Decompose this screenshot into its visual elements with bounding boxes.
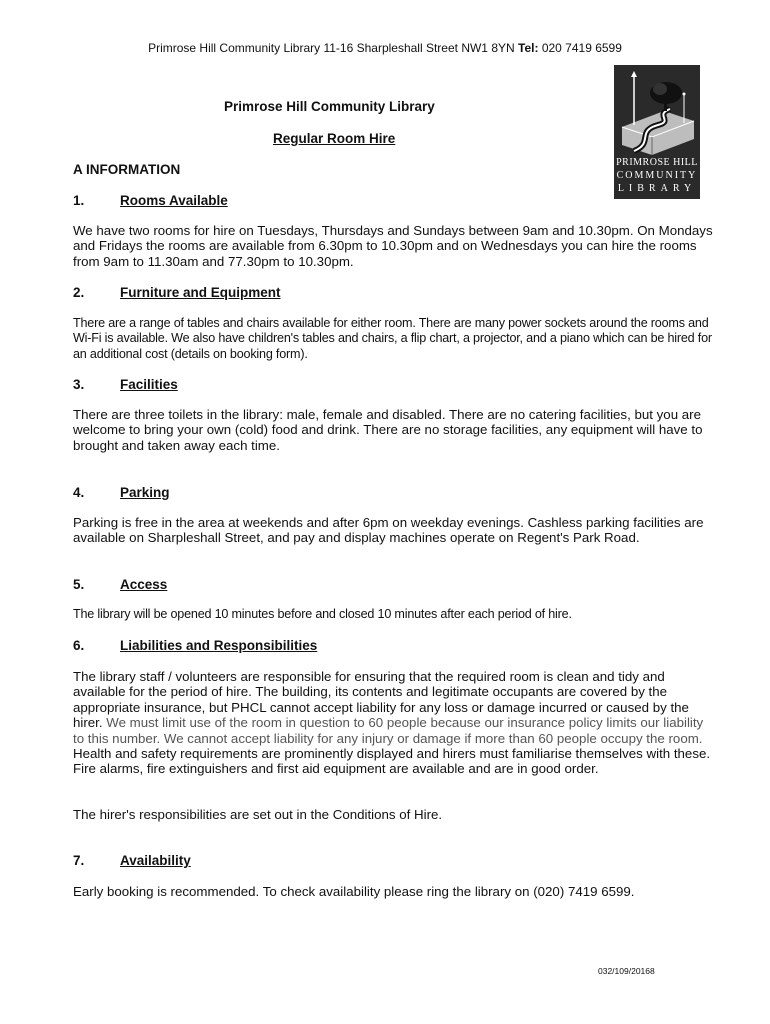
section-body-liabilities bbox=[73, 669, 713, 777]
section-number: 1. bbox=[73, 193, 85, 208]
liabilities-text-part-2: We must limit use of the room in question to 60 people because our insurance policy limits our liability to this number. We cannot accept liability for any injury or damage if more than 60 people occupy the room. bbox=[73, 715, 704, 746]
section-number: 2. bbox=[73, 285, 85, 300]
section-body-hirer-responsibilities: The hirer's responsibilities are set out in the Conditions of Hire. bbox=[73, 807, 443, 822]
section-heading-parking bbox=[73, 485, 170, 500]
tree-emblem-icon bbox=[614, 65, 700, 157]
section-a-heading: A INFORMATION bbox=[73, 162, 181, 177]
header-tel-label: Tel: bbox=[518, 41, 539, 55]
header-address: Primrose Hill Community Library 11-16 Sharpleshall Street NW1 8YN bbox=[148, 41, 515, 55]
section-number: 3. bbox=[73, 377, 85, 392]
header-address-line bbox=[0, 41, 770, 55]
section-heading-liabilities bbox=[73, 638, 317, 653]
section-heading-furniture bbox=[73, 285, 281, 300]
section-heading-availability bbox=[73, 853, 191, 868]
liabilities-text-part-1: The library staff / volunteers are responsible for ensuring that the required room is clean and tidy and available for the period of hire. The building, its contents and legitimate occupants are covered by the appropriate insurance, but PHCL cannot accept liability for any loss or damage incurred or caused by the hirer. bbox=[73, 669, 689, 731]
section-body-access: The library will be opened 10 minutes before and closed 10 minutes after each period of hire. bbox=[73, 607, 572, 621]
liabilities-text-part-3: Health and safety requirements are prominently displayed and hirers must familiarise themselves with these. Fire alarms, fire extinguishers and first aid equipment are available and are in good order. bbox=[73, 746, 711, 777]
document-title: Primrose Hill Community Library bbox=[224, 99, 435, 114]
section-number: 5. bbox=[73, 577, 85, 592]
library-logo bbox=[614, 65, 700, 199]
section-title: Access bbox=[120, 577, 168, 592]
document-reference-code: 032/109/20168 bbox=[598, 966, 655, 976]
section-body-facilities: There are three toilets in the library: male, female and disabled. There are no catering facilities, but you are welcome to bring your own (cold) food and drink. There are no storage facilities, any equipment will have to brought and taken away each time. bbox=[73, 407, 703, 453]
section-title: Rooms Available bbox=[120, 193, 228, 208]
section-body-availability: Early booking is recommended. To check availability please ring the library on (020) 7419 6599. bbox=[73, 884, 635, 899]
section-number: 4. bbox=[73, 485, 85, 500]
section-body-parking: Parking is free in the area at weekends and after 6pm on weekday evenings. Cashless parking facilities are available on Sharpleshall Street, and pay and display machines operate on Regent's Park Road. bbox=[73, 515, 704, 546]
section-number: 6. bbox=[73, 638, 85, 653]
section-body-furniture: There are a range of tables and chairs available for either room. There are many power sockets around the rooms and Wi-Fi is available. We also have children's tables and chairs, a flip chart, a projector, and a piano which can be hired for an additional cost (details on booking form). bbox=[73, 316, 712, 361]
header-tel-number: 020 7419 6599 bbox=[541, 41, 622, 55]
logo-line-3: LIBRARY bbox=[617, 183, 697, 194]
section-title: Liabilities and Responsibilities bbox=[120, 638, 318, 653]
section-title: Facilities bbox=[120, 377, 178, 392]
section-body-rooms: We have two rooms for hire on Tuesdays, Thursdays and Sundays between 9am and 10.30pm. On Mondays and Fridays the rooms are available from 6.30pm to 10.30pm and on Wednesdays you can hire the rooms from 9am to 11.30am and 77.30pm to 10.30pm. bbox=[73, 223, 713, 269]
section-heading-facilities bbox=[73, 377, 178, 392]
logo-line-2: COMMUNITY bbox=[616, 170, 698, 181]
section-title: Availability bbox=[120, 853, 191, 868]
section-number: 7. bbox=[73, 853, 85, 868]
section-heading-rooms bbox=[73, 193, 228, 208]
document-subtitle: Regular Room Hire bbox=[273, 131, 396, 146]
section-title: Furniture and Equipment bbox=[120, 285, 281, 300]
section-title: Parking bbox=[120, 485, 170, 500]
logo-line-1: PRIMROSE HILL bbox=[616, 157, 698, 168]
section-heading-access bbox=[73, 577, 167, 592]
